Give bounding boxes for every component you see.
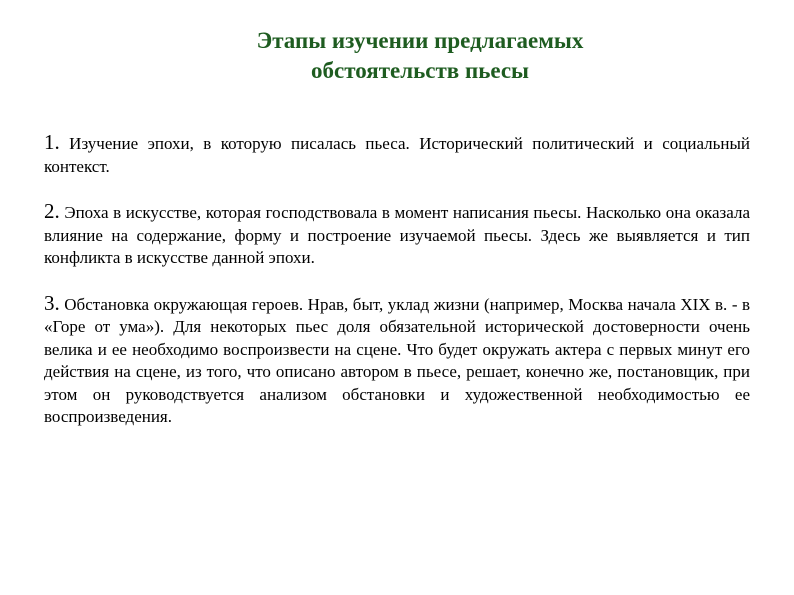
item-number: 2. (44, 199, 60, 223)
slide-title-line-2: обстоятельств пьесы (310, 58, 530, 83)
slide-body (44, 131, 750, 451)
list-item-2 (44, 200, 750, 270)
list-item-3 (44, 292, 750, 429)
item-text: Эпоха в искусстве, которая господствовала в момент написания пьесы. Насколько она оказала влияние на содержание, форму и построение изучаемой пьесы. Здесь же выявляется и тип конфликта в искусстве данной эпохи. (44, 203, 750, 267)
item-text: Обстановка окружающая героев. Нрав, быт, уклад жизни (например, Москва начала XIX в. - в «Горе от ума»). Для некоторых пьес доля обязательной исторической достоверности очень велика и ее необходимо воспроизвести на сцене. Что будет окружать актера с первых минут его действия на сцене, из того, что описано автором в пьесе, решает, конечно же, постановщик, при этом он руководствуется анализом обстановки и художественной необходимостью ее воспроизведения. (44, 294, 751, 426)
slide-title (150, 26, 690, 86)
slide-title-line-1: Этапы изучении предлагаемых (256, 28, 584, 53)
item-text: Изучение эпохи, в которую писалась пьеса. Исторический политический и социальный контекст. (44, 134, 750, 176)
item-number: 1. (44, 130, 60, 154)
item-number: 3. (44, 290, 60, 315)
list-item-1 (44, 131, 750, 178)
